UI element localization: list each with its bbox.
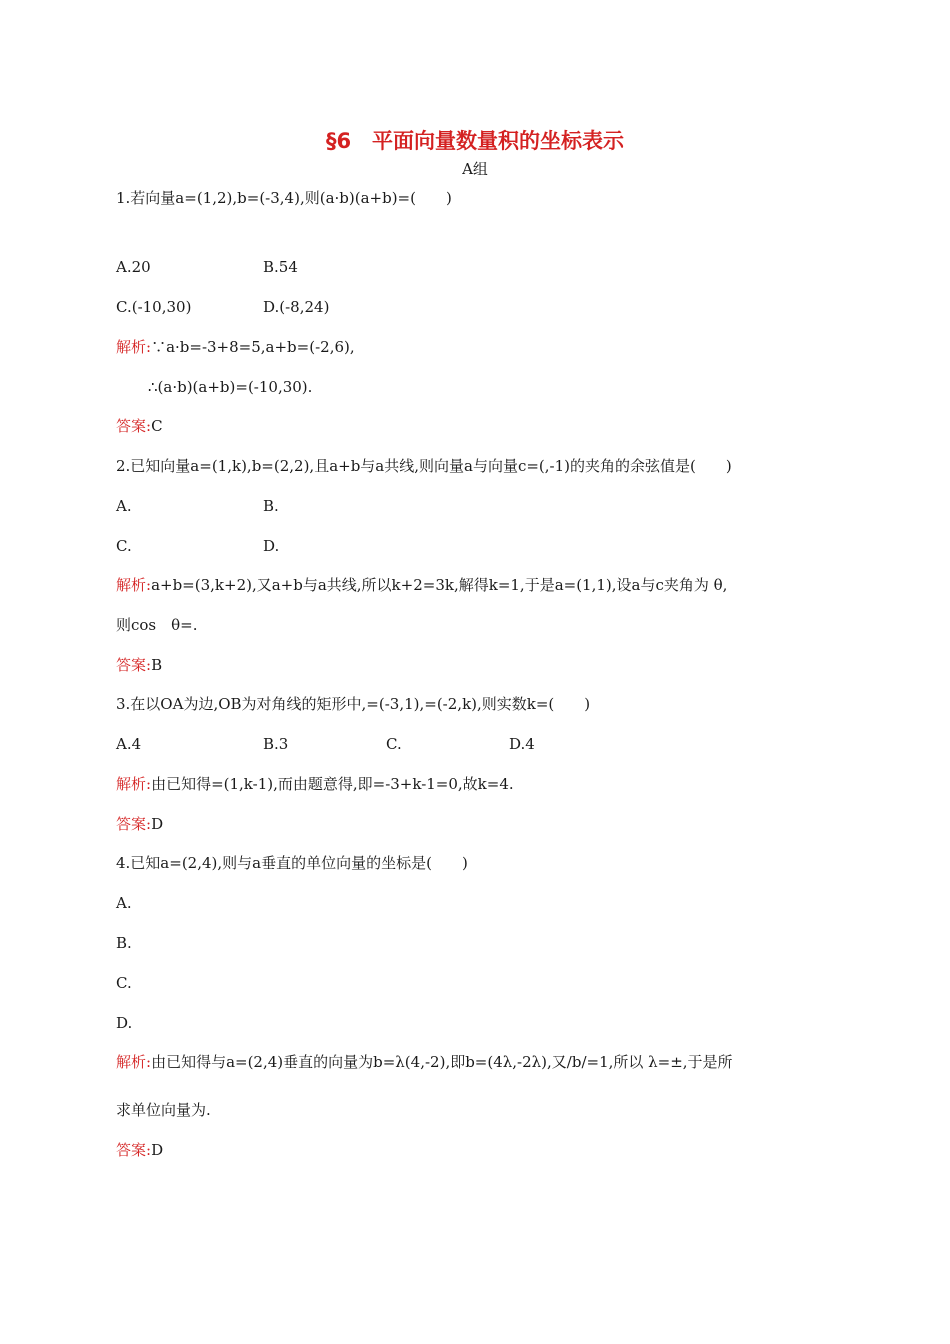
q1-option-a: A.20 <box>116 258 151 276</box>
q3-option-a: A.4 <box>116 735 142 753</box>
q4-analysis-line2: 求单位向量为. <box>116 1101 211 1119</box>
analysis-label: 解析: <box>116 576 152 594</box>
q3-option-b: B.3 <box>263 735 289 753</box>
q1-analysis-text: ∵a·b=-3+8=5,a+b=(-2,6), <box>151 338 355 356</box>
q2-answer <box>116 655 162 675</box>
answer-label: 答案: <box>116 656 152 674</box>
answer-label: 答案: <box>116 417 152 435</box>
q3-analysis-text: 由已知得=(1,k-1),而由题意得,即=-3+k-1=0,故k=4. <box>151 775 514 793</box>
q3-stem: 3.在以OA为边,OB为对角线的矩形中,=(-3,1),=(-2,k),则实数k=( ) <box>116 695 591 713</box>
q2-analysis-line2: 则cos θ=. <box>116 616 198 634</box>
page-title: §6 平面向量数量积的坐标表示 <box>325 129 625 153</box>
q3-analysis <box>116 774 514 794</box>
q2-stem: 2.已知向量a=(1,k),b=(2,2),且a+b与a共线,则向量a与向量c=(,-1)的夹角的余弦值是( ) <box>116 457 732 475</box>
q2-analysis <box>116 575 727 595</box>
q4-option-c: C. <box>116 974 132 992</box>
q1-stem: 1.若向量a=(1,2),b=(-3,4),则(a·b)(a+b)=( ) <box>116 189 452 207</box>
analysis-label: 解析: <box>116 338 152 356</box>
group-heading: A组 <box>462 160 488 178</box>
q3-option-c: C. <box>386 735 402 753</box>
analysis-label: 解析: <box>116 1053 152 1071</box>
q1-option-b: B.54 <box>263 258 298 276</box>
q4-answer-value: D <box>151 1141 164 1159</box>
q1-analysis-line2: ∴(a·b)(a+b)=(-10,30). <box>148 378 313 396</box>
answer-label: 答案: <box>116 815 152 833</box>
analysis-label: 解析: <box>116 775 152 793</box>
q2-analysis-text: a+b=(3,k+2),又a+b与a共线,所以k+2=3k,解得k=1,于是a=(1,1),设a与c夹角为 θ, <box>151 576 728 594</box>
q2-option-d: D. <box>263 537 280 555</box>
q4-option-d: D. <box>116 1014 133 1032</box>
q3-answer-value: D <box>151 815 164 833</box>
answer-label: 答案: <box>116 1141 152 1159</box>
q2-option-c: C. <box>116 537 132 555</box>
q4-option-a: A. <box>116 894 132 912</box>
q1-answer-value: C <box>151 417 163 435</box>
q2-answer-value: B <box>151 656 163 674</box>
q1-answer <box>116 416 163 436</box>
q4-stem: 4.已知a=(2,4),则与a垂直的单位向量的坐标是( ) <box>116 854 468 872</box>
q3-option-d: D.4 <box>509 735 535 753</box>
q4-analysis <box>116 1052 733 1072</box>
q2-option-b: B. <box>263 497 279 515</box>
q1-option-c: C.(-10,30) <box>116 298 192 316</box>
q1-option-d: D.(-8,24) <box>263 298 330 316</box>
q1-analysis <box>116 337 355 357</box>
q4-analysis-text: 由已知得与a=(2,4)垂直的向量为b=λ(4,-2),即b=(4λ,-2λ),又/b/=1,所以 λ=±,于是所 <box>151 1053 733 1071</box>
q2-option-a: A. <box>116 497 132 515</box>
q4-option-b: B. <box>116 934 132 952</box>
q4-answer <box>116 1140 163 1160</box>
q3-answer <box>116 814 163 834</box>
